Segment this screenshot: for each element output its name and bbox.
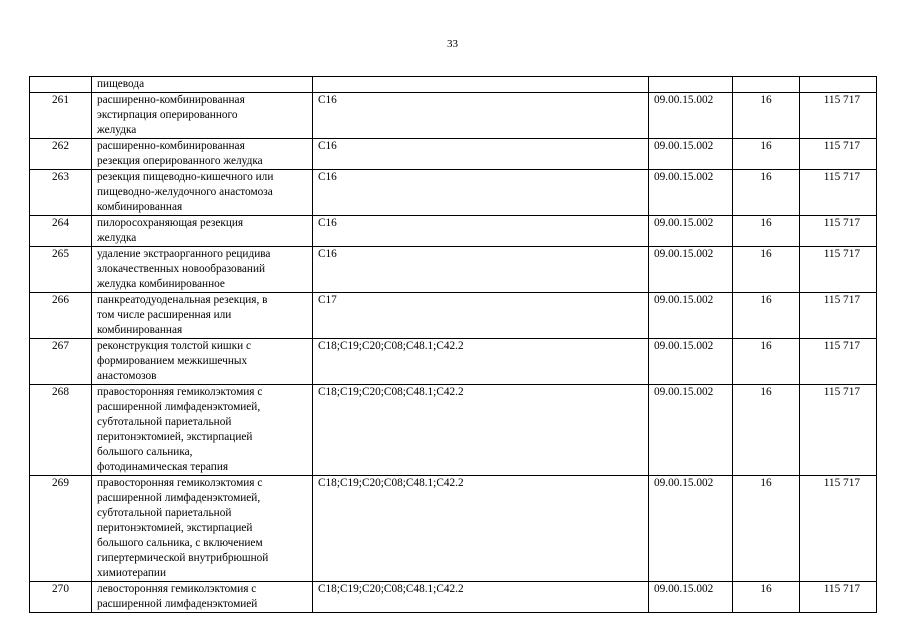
row-number-text: 268 — [52, 386, 69, 398]
cost-cell — [800, 385, 877, 476]
table-row — [30, 247, 877, 293]
procedure-name-cell — [92, 339, 313, 385]
row-number-text: 267 — [52, 340, 69, 352]
row-number-text — [30, 77, 91, 92]
procedure-name-line: желудка — [97, 124, 137, 136]
procedure-name-line: расширенной лимфаденэктомией, — [97, 492, 261, 504]
group-code-text: 09.00.15.002 — [654, 140, 714, 152]
procedure-name-line: удаление экстраорганного рецидива — [97, 248, 271, 260]
cost-cell — [800, 93, 877, 139]
diagnosis-codes-cell — [313, 216, 649, 247]
procedure-name-line: комбинированная — [97, 324, 183, 336]
table-row — [30, 77, 877, 93]
row-number-text: 263 — [52, 171, 69, 183]
procedure-name-line: правосторонняя гемиколэктомия с — [97, 477, 263, 489]
table-body — [30, 77, 877, 613]
diagnosis-codes-text: C18;C19;C20;C08;C48.1;C42.2 — [318, 583, 464, 595]
row-number-cell — [30, 339, 92, 385]
row-number-text: 262 — [52, 140, 69, 152]
procedure-name-line: комбинированная — [97, 201, 183, 213]
procedure-name-line: субтотальной париетальной — [97, 507, 232, 519]
diagnosis-codes-text: C18;C19;C20;C08;C48.1;C42.2 — [318, 386, 464, 398]
row-number-cell — [30, 170, 92, 216]
group-code-cell — [649, 93, 733, 139]
group-code-cell — [649, 216, 733, 247]
procedure-name-line: расширенно-комбинированная — [97, 140, 245, 152]
diagnosis-codes-cell — [313, 93, 649, 139]
procedure-name-line: левосторонняя гемиколэктомия с — [97, 583, 257, 595]
cost-cell — [800, 170, 877, 216]
page-number: 33 — [447, 38, 458, 50]
table-row — [30, 476, 877, 582]
procedure-name-line: пищеводно-желудочного анастомоза — [97, 186, 273, 198]
diagnosis-codes-text: C16 — [318, 171, 337, 183]
row-number-text: 264 — [52, 217, 69, 229]
row-number-text: 269 — [52, 477, 69, 489]
cost-text: 115 717 — [823, 248, 860, 260]
quota-text: 16 — [760, 477, 772, 489]
procedure-name-line: панкреатодуоденальная резекция, в — [97, 294, 268, 306]
quota-cell — [733, 385, 800, 476]
procedure-name-line: желудка комбинированное — [97, 278, 225, 290]
table-row — [30, 582, 877, 613]
cost-cell — [800, 476, 877, 582]
procedure-name-line: злокачественных новообразований — [97, 263, 266, 275]
quota-text: 16 — [760, 217, 772, 229]
procedure-name-line: расширенной лимфаденэктомией — [97, 598, 258, 610]
procedure-name-line: гипертермической внутрибрюшной — [97, 552, 269, 564]
row-number-cell — [30, 385, 92, 476]
quota-cell — [733, 216, 800, 247]
row-number-cell — [30, 293, 92, 339]
diagnosis-codes-text: C18;C19;C20;C08;C48.1;C42.2 — [318, 340, 464, 352]
procedure-name-line: анастомозов — [97, 370, 157, 382]
procedure-name-cell — [92, 139, 313, 170]
procedures-table — [29, 76, 877, 613]
group-code-cell — [649, 476, 733, 582]
diagnosis-codes-cell — [313, 170, 649, 216]
cost-text: 115 717 — [823, 94, 860, 106]
group-code-cell — [649, 385, 733, 476]
diagnosis-codes-text: C16 — [318, 217, 337, 229]
procedure-name-line: желудка — [97, 232, 137, 244]
cost-cell — [800, 139, 877, 170]
procedure-name-line: правосторонняя гемиколэктомия с — [97, 386, 263, 398]
cost-cell — [800, 247, 877, 293]
quota-text: 16 — [760, 171, 772, 183]
group-code-text — [654, 77, 728, 92]
procedure-name-cell — [92, 385, 313, 476]
procedure-name-line: химиотерапии — [97, 567, 166, 579]
row-number-cell — [30, 139, 92, 170]
cost-text: 115 717 — [823, 294, 860, 306]
table-row — [30, 170, 877, 216]
row-number-cell — [30, 216, 92, 247]
table-row — [30, 385, 877, 476]
group-code-cell — [649, 139, 733, 170]
cost-text: 115 717 — [823, 217, 860, 229]
table-row — [30, 216, 877, 247]
group-code-text: 09.00.15.002 — [654, 171, 714, 183]
diagnosis-codes-cell — [313, 476, 649, 582]
quota-text: 16 — [760, 583, 772, 595]
procedure-name-cell — [92, 77, 313, 93]
procedure-name-line: пилоросохраняющая резекция — [97, 217, 244, 229]
procedure-name-line: перитонэктомией, экстирпацией — [97, 522, 253, 534]
group-code-text: 09.00.15.002 — [654, 248, 714, 260]
quota-text: 16 — [760, 340, 772, 352]
procedure-name-cell — [92, 476, 313, 582]
quota-text — [733, 77, 799, 92]
procedure-name-line: реконструкция толстой кишки с — [97, 340, 251, 352]
cost-cell — [800, 216, 877, 247]
cost-cell — [800, 293, 877, 339]
cost-cell — [800, 582, 877, 613]
quota-cell — [733, 582, 800, 613]
diagnosis-codes-text: C18;C19;C20;C08;C48.1;C42.2 — [318, 477, 464, 489]
procedure-name-line: экстирпация оперированного — [97, 109, 238, 121]
cost-cell — [800, 77, 877, 93]
procedure-name-line: перитонэктомией, экстирпацией — [97, 431, 253, 443]
procedure-name-line: большого сальника, с включением — [97, 537, 263, 549]
row-number-cell — [30, 476, 92, 582]
procedure-name-line: расширенно-комбинированная — [97, 94, 245, 106]
procedure-name-line: большого сальника, — [97, 446, 193, 458]
quota-cell — [733, 77, 800, 93]
group-code-text: 09.00.15.002 — [654, 94, 714, 106]
cost-text: 115 717 — [823, 171, 860, 183]
procedure-name-line: формированием межкишечных — [97, 355, 248, 367]
group-code-cell — [649, 582, 733, 613]
group-code-cell — [649, 170, 733, 216]
cost-text: 115 717 — [823, 477, 860, 489]
procedure-name-cell — [92, 293, 313, 339]
row-number-text: 270 — [52, 583, 69, 595]
row-number-cell — [30, 247, 92, 293]
procedure-name-line: том числе расширенная или — [97, 309, 232, 321]
cost-text — [805, 77, 860, 92]
diagnosis-codes-text: C17 — [318, 294, 337, 306]
procedure-name-line: субтотальной париетальной — [97, 416, 232, 428]
procedure-name-cell — [92, 247, 313, 293]
group-code-cell — [649, 77, 733, 93]
table-row — [30, 293, 877, 339]
group-code-text: 09.00.15.002 — [654, 583, 714, 595]
row-number-cell — [30, 93, 92, 139]
procedure-name-line: фотодинамическая терапия — [97, 461, 229, 473]
diagnosis-codes-text: C16 — [318, 248, 337, 260]
diagnosis-codes-text: C16 — [318, 140, 337, 152]
table-row — [30, 93, 877, 139]
procedure-name-cell — [92, 216, 313, 247]
cost-text: 115 717 — [823, 340, 860, 352]
diagnosis-codes-cell — [313, 293, 649, 339]
group-code-text: 09.00.15.002 — [654, 386, 714, 398]
group-code-text: 09.00.15.002 — [654, 477, 714, 489]
quota-cell — [733, 476, 800, 582]
table-row — [30, 139, 877, 170]
group-code-text: 09.00.15.002 — [654, 217, 714, 229]
group-code-text: 09.00.15.002 — [654, 340, 714, 352]
diagnosis-codes-text — [318, 77, 644, 92]
quota-cell — [733, 93, 800, 139]
row-number-text: 266 — [52, 294, 69, 306]
quota-cell — [733, 247, 800, 293]
quota-cell — [733, 339, 800, 385]
diagnosis-codes-cell — [313, 582, 649, 613]
diagnosis-codes-cell — [313, 139, 649, 170]
procedure-name-line: пищевода — [97, 78, 145, 90]
procedure-name-line: расширенной лимфаденэктомией, — [97, 401, 261, 413]
table-row — [30, 339, 877, 385]
row-number-text: 261 — [52, 94, 69, 106]
procedure-name-line: резекция оперированного желудка — [97, 155, 263, 167]
procedure-name-cell — [92, 170, 313, 216]
diagnosis-codes-cell — [313, 339, 649, 385]
diagnosis-codes-text: C16 — [318, 94, 337, 106]
procedure-name-line: резекция пищеводно-кишечного или — [97, 171, 274, 183]
procedure-name-cell — [92, 93, 313, 139]
diagnosis-codes-cell — [313, 247, 649, 293]
cost-cell — [800, 339, 877, 385]
diagnosis-codes-cell — [313, 385, 649, 476]
quota-text: 16 — [760, 386, 772, 398]
quota-text: 16 — [760, 248, 772, 260]
cost-text: 115 717 — [823, 386, 860, 398]
quota-cell — [733, 139, 800, 170]
group-code-cell — [649, 293, 733, 339]
row-number-text: 265 — [52, 248, 69, 260]
quota-text: 16 — [760, 140, 772, 152]
diagnosis-codes-cell — [313, 77, 649, 93]
row-number-cell — [30, 77, 92, 93]
group-code-cell — [649, 247, 733, 293]
quota-cell — [733, 170, 800, 216]
cost-text: 115 717 — [823, 583, 860, 595]
quota-cell — [733, 293, 800, 339]
quota-text: 16 — [760, 294, 772, 306]
group-code-text: 09.00.15.002 — [654, 294, 714, 306]
cost-text: 115 717 — [823, 140, 860, 152]
quota-text: 16 — [760, 94, 772, 106]
group-code-cell — [649, 339, 733, 385]
row-number-cell — [30, 582, 92, 613]
procedure-name-cell — [92, 582, 313, 613]
